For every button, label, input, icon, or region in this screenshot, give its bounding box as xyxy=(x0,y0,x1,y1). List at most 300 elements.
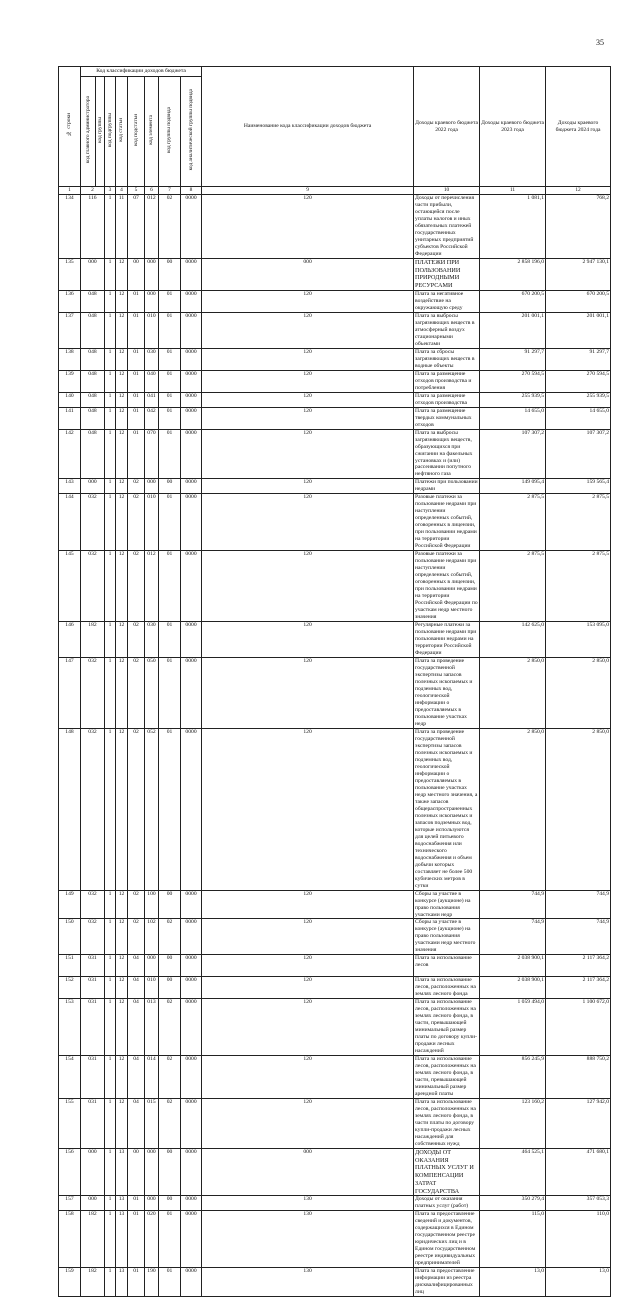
code-cell: 031 xyxy=(81,955,105,977)
row-number-cell: 135 xyxy=(59,258,81,290)
code-cell: 130 xyxy=(202,1268,414,1297)
code-cell: 0000 xyxy=(181,1268,202,1297)
column-number: 10 xyxy=(414,187,480,195)
amount-cell: 1 081,1 xyxy=(480,195,546,259)
amount-cell: 2 875,5 xyxy=(546,551,611,622)
code-cell: 031 xyxy=(81,1099,105,1149)
code-cell: 1 xyxy=(105,622,116,658)
code-cell: 000 xyxy=(145,1196,159,1211)
name-cell: ДОХОДЫ ОТ ОКАЗАНИЯ ПЛАТНЫХ УСЛУГ И КОМПЕНСАЦИИ ЗАТРАТ ГОСУДАРСТВА xyxy=(414,1148,480,1196)
table-row xyxy=(59,370,611,392)
code-cell: 1 xyxy=(105,658,116,729)
code-cell: 0000 xyxy=(181,348,202,370)
code-cell: 01 xyxy=(159,290,181,312)
row-number-cell: 153 xyxy=(59,999,81,1056)
code-cell: 048 xyxy=(81,392,105,407)
table-row xyxy=(59,955,611,977)
name-cell: Сборы за участие в конкурсе (аукционе) на право пользования участками недр xyxy=(414,890,480,919)
amount-cell: 1 059 494,0 xyxy=(480,999,546,1056)
code-cell: 02 xyxy=(159,999,181,1056)
code-cell: 040 xyxy=(145,370,159,392)
code-cell: 12 xyxy=(116,919,128,955)
amount-cell: 2 875,5 xyxy=(480,494,546,551)
name-cell: Доходы от перечисления части прибыли, остающейся после уплаты налогов и иных обязательных платежей государственных унитарных предприятий субъектов Российской Федерации xyxy=(414,195,480,259)
code-cell: 1 xyxy=(105,999,116,1056)
code-cell: 02 xyxy=(159,195,181,259)
code-cell: 120 xyxy=(202,999,414,1056)
code-cell: 020 xyxy=(145,1211,159,1268)
column-number: 11 xyxy=(480,187,546,195)
row-number-cell: 140 xyxy=(59,392,81,407)
code-cell: 12 xyxy=(116,258,128,290)
code-cell: 120 xyxy=(202,494,414,551)
code-cell: 01 xyxy=(128,1268,145,1297)
code-cell: 0000 xyxy=(181,658,202,729)
code-cell: 120 xyxy=(202,1056,414,1099)
code-cell: 0000 xyxy=(181,407,202,429)
code-cell: 12 xyxy=(116,890,128,919)
code-cell: 1 xyxy=(105,290,116,312)
code-cell: 000 xyxy=(145,290,159,312)
code-cell: 12 xyxy=(116,312,128,348)
amount-cell: 744,9 xyxy=(546,890,611,919)
header-name: Наименование кода классификации доходов бюджета xyxy=(202,67,414,187)
code-cell: 0000 xyxy=(181,392,202,407)
code-cell: 01 xyxy=(159,370,181,392)
row-number-cell: 158 xyxy=(59,1211,81,1268)
amount-cell: 2 850,0 xyxy=(546,658,611,729)
code-cell: 0000 xyxy=(181,479,202,494)
name-cell: Доходы от оказания платных услуг (работ) xyxy=(414,1196,480,1211)
code-cell: 13 xyxy=(116,1211,128,1268)
code-cell: 120 xyxy=(202,195,414,259)
code-cell: 120 xyxy=(202,551,414,622)
amount-cell: 13,0 xyxy=(546,1268,611,1297)
code-cell: 116 xyxy=(81,195,105,259)
code-cell: 12 xyxy=(116,407,128,429)
header-2023: Доходы краевого бюджета 2023 года xyxy=(480,67,546,187)
code-cell: 120 xyxy=(202,290,414,312)
code-cell: 120 xyxy=(202,955,414,977)
code-cell: 0000 xyxy=(181,977,202,999)
code-cell: 120 xyxy=(202,977,414,999)
code-cell: 015 xyxy=(145,1099,159,1149)
row-number-cell: 151 xyxy=(59,955,81,977)
code-cell: 0000 xyxy=(181,429,202,479)
code-cell: 000 xyxy=(145,258,159,290)
column-number: 4 xyxy=(116,187,128,195)
code-cell: 13 xyxy=(116,1148,128,1196)
code-cell: 031 xyxy=(81,1056,105,1099)
row-number-cell: 156 xyxy=(59,1148,81,1196)
code-cell: 01 xyxy=(128,1211,145,1268)
code-cell: 0000 xyxy=(181,890,202,919)
amount-cell: 2 117 364,2 xyxy=(546,977,611,999)
table-row xyxy=(59,290,611,312)
row-number-cell: 139 xyxy=(59,370,81,392)
header-code-col: код элемента xyxy=(145,77,159,187)
header-row-number: № строки xyxy=(59,67,81,187)
row-number-cell: 157 xyxy=(59,1196,81,1211)
header-2024: Доходы краевого бюджета 2024 года xyxy=(546,67,611,187)
code-cell: 02 xyxy=(128,479,145,494)
column-number: 7 xyxy=(159,187,181,195)
amount-cell: 14 655,0 xyxy=(546,407,611,429)
code-cell: 010 xyxy=(145,977,159,999)
name-cell: Плата за сбросы загрязняющих веществ в водные объекты xyxy=(414,348,480,370)
code-cell: 182 xyxy=(81,1268,105,1297)
code-cell: 01 xyxy=(159,407,181,429)
code-cell: 1 xyxy=(105,1211,116,1268)
code-cell: 01 xyxy=(128,370,145,392)
amount-cell: 2 947 130,1 xyxy=(546,258,611,290)
table-row xyxy=(59,551,611,622)
code-cell: 12 xyxy=(116,494,128,551)
code-cell: 01 xyxy=(159,622,181,658)
amount-cell: 856 245,9 xyxy=(480,1056,546,1099)
code-cell: 1 xyxy=(105,312,116,348)
code-cell: 032 xyxy=(81,890,105,919)
code-cell: 120 xyxy=(202,392,414,407)
row-number-cell: 159 xyxy=(59,1268,81,1297)
amount-cell: 1 100 672,0 xyxy=(546,999,611,1056)
code-cell: 1 xyxy=(105,407,116,429)
code-cell: 13 xyxy=(116,1196,128,1211)
code-cell: 048 xyxy=(81,370,105,392)
column-number: 8 xyxy=(181,187,202,195)
code-cell: 070 xyxy=(145,429,159,479)
code-cell: 120 xyxy=(202,919,414,955)
code-cell: 0000 xyxy=(181,1099,202,1149)
code-cell: 000 xyxy=(145,1148,159,1196)
row-number-cell: 152 xyxy=(59,977,81,999)
table-row xyxy=(59,622,611,658)
table-row xyxy=(59,258,611,290)
name-cell: Плата за проведение государственной экспертизы запасов полезных ископаемых и подземных вод, геологической информации о предоставляемых в пользование участках недр местного значения, а также запасов общераспространенных полезных ископаемых и запасов подземных вод, которые используются для целей питьевого водоснабжения или технического водоснабжения и объем добычи которых составляет не более 500 кубических метров в сутки xyxy=(414,728,480,890)
header-code-col: код группы xyxy=(96,77,105,187)
code-cell: 120 xyxy=(202,370,414,392)
name-cell: Плата за размещение отходов производства и потребления xyxy=(414,370,480,392)
code-cell: 12 xyxy=(116,429,128,479)
code-cell: 032 xyxy=(81,494,105,551)
amount-cell: 357 053,3 xyxy=(546,1196,611,1211)
code-cell: 12 xyxy=(116,551,128,622)
column-number: 9 xyxy=(202,187,414,195)
table-row xyxy=(59,392,611,407)
code-cell: 1 xyxy=(105,370,116,392)
code-cell: 1 xyxy=(105,348,116,370)
amount-cell: 744,9 xyxy=(546,919,611,955)
code-cell: 041 xyxy=(145,392,159,407)
amount-cell: 91 297,7 xyxy=(480,348,546,370)
code-cell: 1 xyxy=(105,1148,116,1196)
code-cell: 048 xyxy=(81,407,105,429)
code-cell: 1 xyxy=(105,919,116,955)
amount-cell: 2 038 900,1 xyxy=(480,977,546,999)
code-cell: 012 xyxy=(145,195,159,259)
code-cell: 1 xyxy=(105,479,116,494)
code-cell: 1 xyxy=(105,1196,116,1211)
code-cell: 02 xyxy=(159,1056,181,1099)
name-cell: Плата за проведение государственной экспертизы запасов полезных ископаемых и подземных вод, геологической информации о предоставляемых в пользование участках недр xyxy=(414,658,480,729)
code-cell: 02 xyxy=(159,1099,181,1149)
code-cell: 0000 xyxy=(181,290,202,312)
code-cell: 048 xyxy=(81,312,105,348)
code-cell: 1 xyxy=(105,258,116,290)
code-cell: 000 xyxy=(202,1148,414,1196)
amount-cell: 350 279,4 xyxy=(480,1196,546,1211)
amount-cell: 2 850,0 xyxy=(546,728,611,890)
code-cell: 0000 xyxy=(181,999,202,1056)
name-cell: Плата за использование лесов xyxy=(414,955,480,977)
code-cell: 0000 xyxy=(181,312,202,348)
code-cell: 0000 xyxy=(181,919,202,955)
code-cell: 01 xyxy=(159,348,181,370)
row-number-cell: 150 xyxy=(59,919,81,955)
table-row xyxy=(59,479,611,494)
code-cell: 0000 xyxy=(181,370,202,392)
code-cell: 190 xyxy=(145,1268,159,1297)
row-number-cell: 137 xyxy=(59,312,81,348)
header-code-col: код главного администратора xyxy=(81,77,96,187)
row-number-cell: 147 xyxy=(59,658,81,729)
code-cell: 00 xyxy=(159,479,181,494)
code-cell: 1 xyxy=(105,494,116,551)
code-cell: 120 xyxy=(202,429,414,479)
amount-cell: 153 095,0 xyxy=(546,622,611,658)
header-2022: Доходы краевого бюджета 2022 года xyxy=(414,67,480,187)
name-cell: Плата за размещение отходов производства xyxy=(414,392,480,407)
row-number-cell: 146 xyxy=(59,622,81,658)
column-number: 12 xyxy=(546,187,611,195)
page-number: 35 xyxy=(596,38,604,47)
code-cell: 12 xyxy=(116,479,128,494)
row-number-cell: 134 xyxy=(59,195,81,259)
name-cell: Плата за выбросы загрязняющих веществ в атмосферный воздух стационарными объектами xyxy=(414,312,480,348)
code-cell: 1 xyxy=(105,890,116,919)
code-cell: 12 xyxy=(116,622,128,658)
amount-cell: 201 001,1 xyxy=(546,312,611,348)
code-cell: 0000 xyxy=(181,955,202,977)
code-cell: 0000 xyxy=(181,1211,202,1268)
amount-cell: 107 307,2 xyxy=(480,429,546,479)
code-cell: 052 xyxy=(145,728,159,890)
table-row xyxy=(59,312,611,348)
code-cell: 02 xyxy=(128,622,145,658)
amount-cell: 255 939,5 xyxy=(546,392,611,407)
amount-cell: 159 565,4 xyxy=(546,479,611,494)
name-cell: Плата за негативное воздействие на окружающую среду xyxy=(414,290,480,312)
code-cell: 1 xyxy=(105,551,116,622)
table-row xyxy=(59,1056,611,1099)
code-cell: 01 xyxy=(128,392,145,407)
header-codes-group: Код классификации доходов бюджета xyxy=(81,67,202,77)
row-number-cell: 144 xyxy=(59,494,81,551)
code-cell: 000 xyxy=(81,258,105,290)
code-cell: 031 xyxy=(81,999,105,1056)
code-cell: 0000 xyxy=(181,1056,202,1099)
code-cell: 01 xyxy=(159,728,181,890)
code-cell: 050 xyxy=(145,658,159,729)
code-cell: 00 xyxy=(159,258,181,290)
table-row xyxy=(59,348,611,370)
code-cell: 01 xyxy=(128,290,145,312)
code-cell: 12 xyxy=(116,728,128,890)
amount-cell: 744,9 xyxy=(480,890,546,919)
code-cell: 0000 xyxy=(181,551,202,622)
code-cell: 1 xyxy=(105,1056,116,1099)
code-cell: 01 xyxy=(159,392,181,407)
amount-cell: 2 850,0 xyxy=(480,728,546,890)
amount-cell: 123 160,2 xyxy=(480,1099,546,1149)
code-cell: 1 xyxy=(105,195,116,259)
code-cell: 032 xyxy=(81,658,105,729)
amount-cell: 107 307,2 xyxy=(546,429,611,479)
row-number-cell: 148 xyxy=(59,728,81,890)
amount-cell: 768,2 xyxy=(546,195,611,259)
amount-cell: 127 942,0 xyxy=(546,1099,611,1149)
code-cell: 01 xyxy=(128,429,145,479)
amount-cell: 142 625,0 xyxy=(480,622,546,658)
code-cell: 12 xyxy=(116,999,128,1056)
row-number-cell: 155 xyxy=(59,1099,81,1149)
row-number-cell: 143 xyxy=(59,479,81,494)
table-row xyxy=(59,658,611,729)
code-cell: 1 xyxy=(105,728,116,890)
row-number-cell: 141 xyxy=(59,407,81,429)
code-cell: 12 xyxy=(116,658,128,729)
row-number-cell: 142 xyxy=(59,429,81,479)
code-cell: 000 xyxy=(202,258,414,290)
code-cell: 102 xyxy=(145,919,159,955)
amount-cell: 201 001,1 xyxy=(480,312,546,348)
code-cell: 0000 xyxy=(181,258,202,290)
table-row xyxy=(59,1148,611,1196)
code-cell: 02 xyxy=(128,919,145,955)
row-number-cell: 136 xyxy=(59,290,81,312)
code-cell: 02 xyxy=(128,551,145,622)
amount-cell: 14 655,0 xyxy=(480,407,546,429)
code-cell: 048 xyxy=(81,348,105,370)
code-cell: 12 xyxy=(116,290,128,312)
table-row xyxy=(59,407,611,429)
name-cell: ПЛАТЕЖИ ПРИ ПОЛЬЗОВАНИИ ПРИРОДНЫМИ РЕСУРСАМИ xyxy=(414,258,480,290)
code-cell: 00 xyxy=(159,977,181,999)
row-number-cell: 138 xyxy=(59,348,81,370)
code-cell: 00 xyxy=(159,890,181,919)
code-cell: 02 xyxy=(128,494,145,551)
code-cell: 00 xyxy=(128,258,145,290)
amount-cell: 670 200,5 xyxy=(480,290,546,312)
code-cell: 01 xyxy=(128,312,145,348)
code-cell: 120 xyxy=(202,479,414,494)
code-cell: 048 xyxy=(81,429,105,479)
code-cell: 032 xyxy=(81,551,105,622)
code-cell: 04 xyxy=(128,1099,145,1149)
header-code-col: код статьи xyxy=(116,77,128,187)
amount-cell: 888 750,2 xyxy=(546,1056,611,1099)
table-row xyxy=(59,429,611,479)
code-cell: 02 xyxy=(159,919,181,955)
name-cell: Сборы за участие в конкурсе (аукционе) на право пользования участками недр местного значения xyxy=(414,919,480,955)
code-cell: 000 xyxy=(81,1196,105,1211)
amount-cell: 2 850,0 xyxy=(480,658,546,729)
code-cell: 120 xyxy=(202,348,414,370)
amount-cell: 149 095,4 xyxy=(480,479,546,494)
row-number-cell: 149 xyxy=(59,890,81,919)
code-cell: 000 xyxy=(145,479,159,494)
code-cell: 012 xyxy=(145,551,159,622)
code-cell: 02 xyxy=(128,728,145,890)
row-number-cell: 145 xyxy=(59,551,81,622)
code-cell: 01 xyxy=(128,348,145,370)
amount-cell: 110,0 xyxy=(546,1211,611,1268)
column-number: 2 xyxy=(81,187,105,195)
code-cell: 1 xyxy=(105,392,116,407)
name-cell: Плата за использование лесов, расположенных на землях лесного фонда, в части платы по договору купли-продажи лесных насаждений для собственных нужд xyxy=(414,1099,480,1149)
code-cell: 12 xyxy=(116,348,128,370)
code-cell: 11 xyxy=(116,195,128,259)
code-cell: 120 xyxy=(202,1099,414,1149)
code-cell: 013 xyxy=(145,999,159,1056)
code-cell: 01 xyxy=(128,407,145,429)
code-cell: 1 xyxy=(105,955,116,977)
code-cell: 000 xyxy=(145,955,159,977)
code-cell: 120 xyxy=(202,622,414,658)
amount-cell: 2 117 364,2 xyxy=(546,955,611,977)
amount-cell: 270 594,5 xyxy=(480,370,546,392)
code-cell: 01 xyxy=(159,1211,181,1268)
code-cell: 130 xyxy=(202,1211,414,1268)
code-cell: 000 xyxy=(81,479,105,494)
header-code-col: код группы подвида xyxy=(159,77,181,187)
code-cell: 030 xyxy=(145,348,159,370)
name-cell: Разовые платежи за пользование недрами при наступлении определенных событий, оговоренных в лицензии, при пользовании недрами на территории Российской Федерации xyxy=(414,494,480,551)
table-row xyxy=(59,1211,611,1268)
amount-cell: 91 297,7 xyxy=(546,348,611,370)
code-cell: 12 xyxy=(116,370,128,392)
code-cell: 010 xyxy=(145,312,159,348)
code-cell: 030 xyxy=(145,622,159,658)
code-cell: 042 xyxy=(145,407,159,429)
amount-cell: 2 038 900,1 xyxy=(480,955,546,977)
code-cell: 00 xyxy=(159,1196,181,1211)
table-row xyxy=(59,494,611,551)
code-cell: 1 xyxy=(105,1099,116,1149)
code-cell: 120 xyxy=(202,407,414,429)
code-cell: 014 xyxy=(145,1056,159,1099)
amount-cell: 270 594,5 xyxy=(546,370,611,392)
code-cell: 01 xyxy=(159,312,181,348)
code-cell: 01 xyxy=(159,1268,181,1297)
name-cell: Плата за предоставление сведений и документов, содержащихся в Едином государственном реестре юридических лиц и в Едином государственном реестре индивидуальных предпринимателей xyxy=(414,1211,480,1268)
code-cell: 120 xyxy=(202,312,414,348)
code-cell: 00 xyxy=(159,955,181,977)
column-number: 1 xyxy=(59,187,81,195)
code-cell: 01 xyxy=(159,494,181,551)
name-cell: Плата за использование лесов, расположенных на землях лесного фонда xyxy=(414,977,480,999)
column-number: 3 xyxy=(105,187,116,195)
code-cell: 0000 xyxy=(181,494,202,551)
code-cell: 0000 xyxy=(181,1148,202,1196)
amount-cell: 2 875,5 xyxy=(480,551,546,622)
code-cell: 12 xyxy=(116,955,128,977)
code-cell: 00 xyxy=(128,1148,145,1196)
code-cell: 000 xyxy=(81,1148,105,1196)
code-cell: 0000 xyxy=(181,195,202,259)
name-cell: Плата за выбросы загрязняющих веществ, образующихся при сжигании на факельных установках и (или) рассеивании попутного нефтяного газа xyxy=(414,429,480,479)
amount-cell: 115,0 xyxy=(480,1211,546,1268)
